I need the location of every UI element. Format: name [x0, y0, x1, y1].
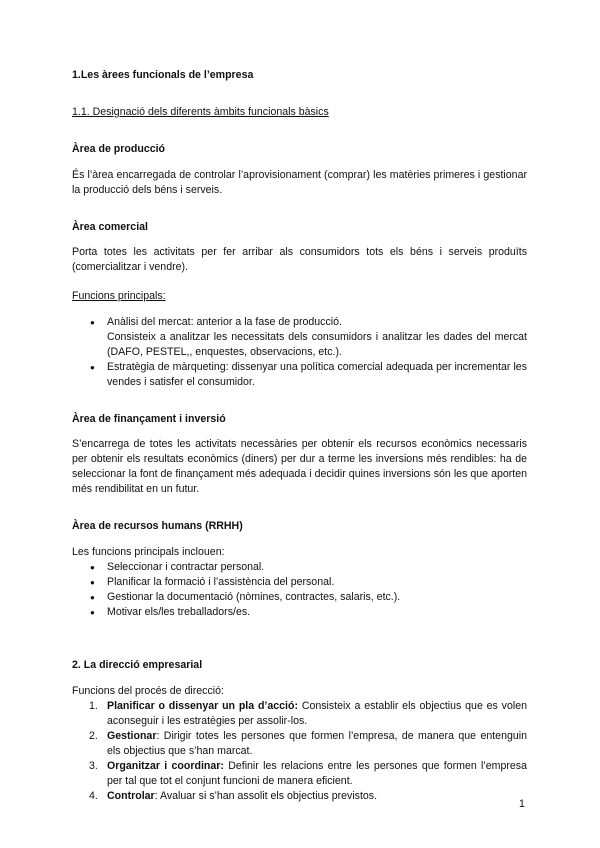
list-item: 1. Planificar o dissenyar un pla d’acció: Consisteix a establir els objectius que es volen aconseguir i les estratègies per assolir-los. — [89, 699, 527, 727]
list-item: ● Motivar els/les treballadors/es. — [107, 605, 527, 620]
document-page — [72, 68, 527, 804]
page-number: 1 — [519, 798, 525, 810]
heading-comercial: Àrea comercial — [72, 220, 148, 233]
list-item: 4. Controlar: Avaluar si s’han assolit els objectius previstos. — [89, 789, 378, 802]
list-item: 3. Organitzar i coordinar: Definir les relacions entre les persones que formen l’empresa per tal que tot el conjunt funcioni de manera eficient. — [89, 759, 527, 787]
list-item: 2. Gestionar: Dirigir totes les persones que formen l’empresa, de manera que entenguin els objectius que s’han marcat. — [89, 729, 527, 757]
subsection-title: 1.1. Designació dels diferents àmbits funcionals bàsics — [72, 106, 329, 118]
direccio-intro: Funcions del procés de direcció: — [72, 684, 224, 697]
rrhh-list — [72, 560, 527, 620]
comercial-list — [72, 315, 527, 390]
direccio-list — [72, 699, 527, 804]
section-title: 1.Les àrees funcionals de l’empresa — [72, 69, 254, 81]
heading-produccio: Àrea de producció — [72, 143, 166, 155]
text-financament: S’encarrega de totes les activitats necessàries per obtenir els recursos econòmics necessaris per obtenir els resultats econòmics (diners) per dur a terme les inversions més rendibles: ha de seleccionar la font de finançament més adequada i decidir quines inversions són les que aporten més rendibilitat en un futur. — [72, 438, 527, 496]
heading-direccio: 2. La direcció empresarial — [72, 658, 203, 671]
list-item: ● Seleccionar i contractar personal. — [107, 560, 527, 575]
list-item: ● Gestionar la documentació (nòmines, contractes, salaris, etc.). — [107, 590, 527, 605]
rrhh-intro: Les funcions principals inclouen: — [72, 545, 225, 558]
text-produccio: És l’àrea encarregada de controlar l’aprovisionament (comprar) les matèries primeres i gestionar la producció dels béns i serveis. — [72, 168, 527, 196]
list-item: ● Planificar la formació i l’assistència del personal. — [107, 575, 527, 590]
text-comercial: Porta totes les activitats per fer arribar als consumidors tots els béns i serveis produïts (comercialitzar i vendre). — [72, 246, 527, 274]
heading-rrhh: Àrea de recursos humans (RRHH) — [72, 520, 243, 533]
funcions-principals-label: Funcions principals: — [72, 290, 166, 303]
heading-financament: Àrea de finançament i inversió — [72, 412, 226, 425]
list-item: ● Estratègia de màrqueting: dissenyar una política comercial adequada per incrementar les vendes i satisfer el consumidor. — [107, 360, 527, 390]
list-item: ● Anàlisi del mercat: anterior a la fase de producció. Consisteix a analitzar les necessitats dels consumidors i analitzar les dades del mercat (DAFO, PESTEL,, enquestes, observacions, etc.). — [107, 315, 527, 360]
